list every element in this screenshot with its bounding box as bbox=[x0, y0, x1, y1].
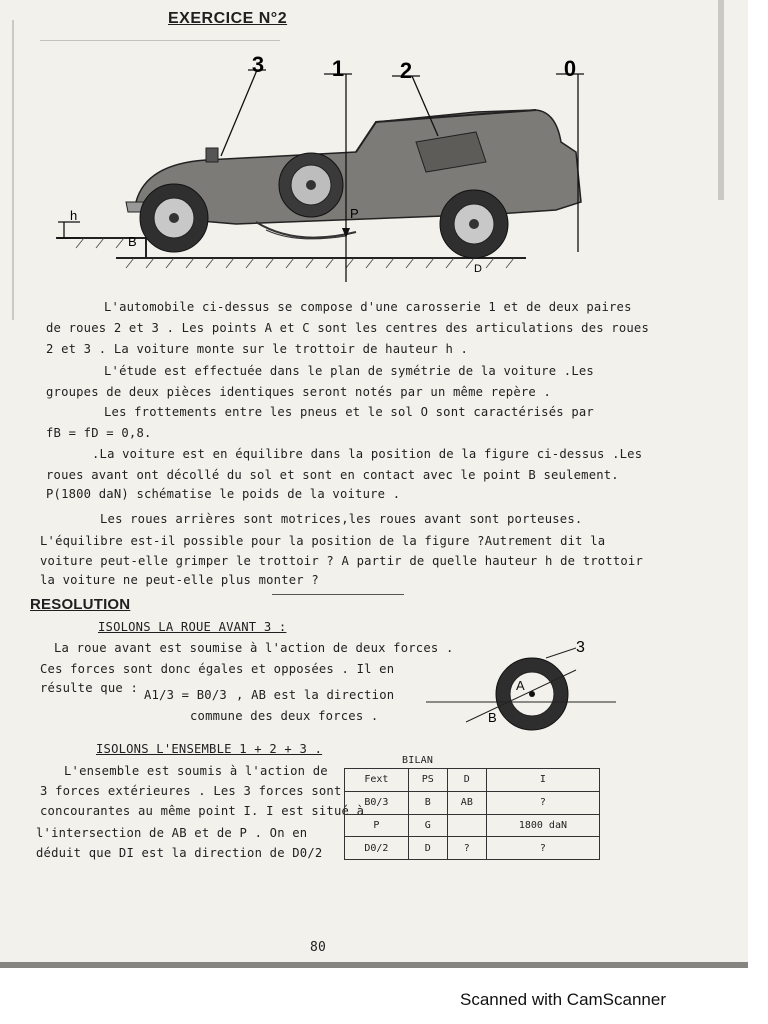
table-cell bbox=[447, 814, 486, 837]
bilan-table bbox=[344, 768, 600, 860]
table-row bbox=[345, 837, 600, 860]
section1-line: commune des deux forces . bbox=[190, 709, 379, 723]
callout-3: 3 bbox=[251, 52, 265, 77]
bilan-title: BILAN bbox=[402, 755, 434, 766]
label-h: h bbox=[70, 208, 78, 223]
callout-0: 0 bbox=[563, 56, 577, 81]
statement-line: la voiture ne peut-elle plus monter ? bbox=[40, 573, 319, 587]
section2-title: ISOLONS L'ENSEMBLE 1 + 2 + 3 . bbox=[96, 742, 323, 756]
statement-line: .La voiture est en équilibre dans la position de la figure ci-dessus .Les bbox=[92, 447, 643, 461]
table-cell: G bbox=[408, 814, 447, 837]
table-cell: B0/3 bbox=[345, 791, 409, 814]
statement-line: 2 et 3 . La voiture monte sur le trottoir de hauteur h . bbox=[46, 342, 469, 356]
page-edge-shadow bbox=[0, 962, 748, 968]
callout-2: 2 bbox=[399, 58, 413, 83]
section2-line: L'ensemble est soumis à l'action de bbox=[64, 764, 328, 778]
section1-line: Ces forces sont donc égales et opposées . Il en bbox=[40, 662, 395, 676]
section1-title: ISOLONS LA ROUE AVANT 3 : bbox=[98, 620, 287, 634]
scan-margin-mark bbox=[718, 0, 724, 200]
table-cell: B bbox=[408, 791, 447, 814]
table-row bbox=[345, 791, 600, 814]
label-B: B bbox=[128, 234, 137, 249]
table-cell: ? bbox=[486, 837, 599, 860]
table-row bbox=[345, 814, 600, 837]
page-number: 80 bbox=[310, 940, 327, 955]
exercise-title: EXERCICE N°2 bbox=[168, 10, 288, 27]
section1-line: La roue avant est soumise à l'action de deux forces . bbox=[54, 641, 454, 655]
header-cell: PS bbox=[408, 769, 447, 792]
table-cell: ? bbox=[486, 791, 599, 814]
section2-line: 3 forces extérieures . Les 3 forces sont bbox=[40, 784, 342, 798]
equilibrium-equation: A1/3 = B0/3 bbox=[144, 688, 227, 702]
spare-wheel bbox=[279, 153, 343, 217]
statement-line: roues avant ont décollé du sol et sont en contact avec le point B seulement. bbox=[46, 468, 619, 482]
separator-line bbox=[272, 594, 404, 595]
statement-line: voiture peut-elle grimper le trottoir ? A partir de quelle hauteur h de trottoir bbox=[40, 554, 643, 568]
table-header-row bbox=[345, 769, 600, 792]
table-cell: D bbox=[408, 837, 447, 860]
label-P: P bbox=[350, 206, 359, 221]
header-cell: Fext bbox=[345, 769, 409, 792]
statement-line: de roues 2 et 3 . Les points A et C sont les centres des articulations des roues bbox=[46, 321, 649, 335]
statement-line: P(1800 daN) schématise le poids de la voiture . bbox=[46, 487, 401, 501]
resolution-heading: RESOLUTION bbox=[30, 596, 131, 613]
section2-line: déduit que DI est la direction de D0/2 bbox=[36, 846, 323, 860]
scanner-watermark: Scanned with CamScanner bbox=[460, 990, 667, 1009]
table-cell: 1800 daN bbox=[486, 814, 599, 837]
table-cell: P bbox=[345, 814, 409, 837]
label-D: D bbox=[474, 263, 482, 275]
wheel-point-B: B bbox=[488, 710, 497, 725]
table-cell: AB bbox=[447, 791, 486, 814]
statement-line: Les frottements entre les pneus et le sol O sont caractérisés par bbox=[104, 405, 594, 419]
front-wheel bbox=[140, 184, 208, 252]
header-cell: I bbox=[486, 769, 599, 792]
wheel-point-A: A bbox=[516, 678, 525, 693]
car-figure bbox=[56, 52, 596, 292]
statement-line: Les roues arrières sont motrices,les roues avant sont porteuses. bbox=[100, 512, 583, 526]
statement-line: L'automobile ci-dessus se compose d'une carosserie 1 et de deux paires bbox=[104, 300, 632, 314]
section1-line: résulte que : bbox=[40, 681, 138, 695]
table-cell: D0/2 bbox=[345, 837, 409, 860]
header-cell: D bbox=[447, 769, 486, 792]
callout-1: 1 bbox=[331, 56, 345, 81]
statement-line: L'étude est effectuée dans le plan de symétrie de la voiture .Les bbox=[104, 364, 594, 378]
scan-margin-mark bbox=[12, 20, 14, 320]
statement-line: L'équilibre est-il possible pour la position de la figure ?Autrement dit la bbox=[40, 534, 606, 548]
section1-line: , AB est la direction bbox=[236, 688, 395, 702]
wheel-number: 3 bbox=[576, 639, 585, 656]
scan-dash-line bbox=[40, 40, 280, 41]
statement-line: groupes de deux pièces identiques seront notés par un même repère . bbox=[46, 385, 552, 399]
front-wheel-diagram bbox=[426, 636, 616, 740]
section2-line: l'intersection de AB et de P . On en bbox=[36, 826, 308, 840]
section2-line: concourantes au même point I. I est situé à bbox=[40, 804, 365, 818]
table-cell: ? bbox=[447, 837, 486, 860]
rear-wheel bbox=[440, 190, 508, 258]
friction-formula: fB = fD = 0,8. bbox=[46, 426, 152, 440]
